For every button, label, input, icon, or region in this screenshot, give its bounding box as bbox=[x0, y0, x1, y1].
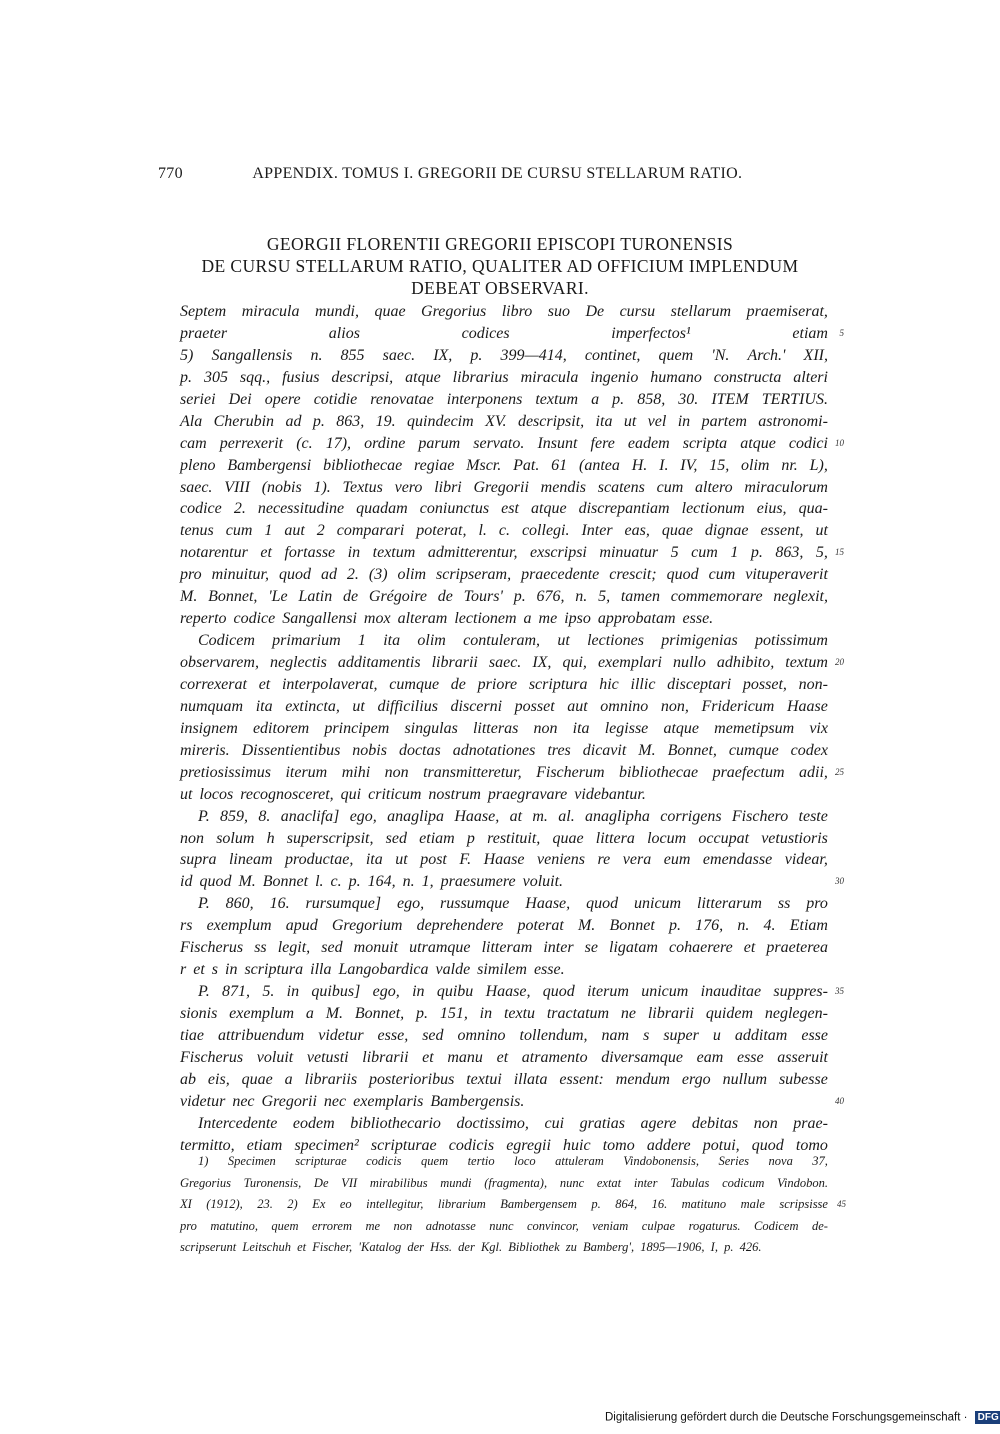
text-line-text: tenus cum 1 aut 2 comparari poterat, l. c. collegi. Inter eas, quae dignae essent, ut bbox=[180, 522, 828, 540]
line-number: 15 bbox=[835, 547, 844, 558]
text-line-text: pretiosissimus iterum mihi non transmitteretur, Fischerum bibliothecae praefectum adii, bbox=[180, 763, 828, 781]
footnote-line-text: XI (1912), 23. 2) Ex eo intellegitur, librarium Bambergensem p. 864, 16. matituno male scripsisse bbox=[180, 1197, 828, 1211]
text-line bbox=[180, 586, 828, 608]
text-line-text: supra lineam productae, ita ut post F. Haase veniens re vera eum emendasse videar, bbox=[180, 851, 828, 869]
footnote-line bbox=[180, 1151, 828, 1173]
line-number: 25 bbox=[835, 766, 844, 777]
text-line-text: observarem, neglectis additamentis librarii saec. IX, qui, exemplari nullo adhibito, textum bbox=[180, 654, 828, 671]
text-line bbox=[180, 915, 828, 937]
text-line bbox=[180, 652, 844, 674]
text-line bbox=[180, 608, 828, 630]
body-text bbox=[180, 301, 844, 1157]
text-line bbox=[180, 784, 828, 806]
text-line bbox=[180, 806, 828, 828]
text-line-text: Septem miracula mundi, quae Gregorius libro suo De cursu stellarum praemiserat, bbox=[180, 303, 828, 320]
text-line bbox=[180, 564, 828, 586]
text-line-text: P. 871, 5. in quibus] ego, in quibu Haase, quod iterum unicum inauditae suppres- bbox=[198, 983, 828, 1001]
footnote-line bbox=[180, 1216, 828, 1238]
running-title: APPENDIX. TOMUS I. GREGORII DE CURSU STELLARUM RATIO. bbox=[252, 165, 743, 182]
text-line-text: M. Bonnet, 'Le Latin de Grégoire de Tours' p. 676, n. 5, tamen commemorare neglexit, bbox=[180, 588, 828, 606]
text-line bbox=[180, 871, 844, 893]
dfg-logo: DFG bbox=[975, 1411, 1000, 1424]
text-line bbox=[180, 674, 828, 696]
text-line-text: praeter alios codices imperfectos¹ etiam bbox=[180, 324, 828, 342]
line-number: 20 bbox=[835, 657, 844, 667]
funding-credit-text: Digitalisierung gefördert durch die Deutsche Forschungsgemeinschaft · bbox=[605, 1411, 968, 1424]
text-line-text: tiae attribuendum videtur esse, sed omnino tollendum, nam s super u additam esse bbox=[180, 1026, 828, 1044]
text-line-text: notarentur et fortasse in textum admitterentur, exscripsi minuatur 5 cum 1 p. 863, 5, bbox=[180, 544, 828, 562]
text-line-text: insignem editorem principem singulas litteras non ita legisse atque memetipsum vix bbox=[180, 719, 828, 737]
text-line bbox=[180, 323, 844, 345]
running-header bbox=[158, 165, 742, 183]
line-number: 45 bbox=[837, 1199, 846, 1209]
page-number: 770 bbox=[158, 165, 183, 182]
text-line bbox=[180, 630, 828, 652]
text-line bbox=[180, 762, 844, 784]
text-line bbox=[180, 542, 844, 564]
text-line-text: reperto codice Sangallensi mox alteram lectionem a me ipso approbatam esse. bbox=[180, 610, 714, 628]
text-line bbox=[180, 849, 828, 871]
text-line-text: pro minuitur, quod ad 2. (3) olim scripseram, praecedente crescit; quod cum vituperaverit bbox=[180, 566, 828, 584]
text-line-text: ut locos recognosceret, qui criticum nostrum praegravare videbantur. bbox=[180, 785, 646, 803]
chapter-title bbox=[160, 233, 840, 299]
footnotes bbox=[180, 1151, 846, 1259]
text-line-text: Ala Cherubin ad p. 863, 19. quindecim XV. descripsit, ita ut vel in partem astronomi- bbox=[180, 412, 828, 430]
footnote-line-text: 1) Specimen scripturae codicis quem tertio loco attuleram Vindobonensis, Series nova 37, bbox=[198, 1154, 828, 1168]
text-line bbox=[180, 520, 828, 542]
text-line bbox=[180, 740, 828, 762]
text-line-text: Fischerus voluit vetusti librarii et manu et atramento diversamque eam esse asseruit bbox=[180, 1048, 828, 1066]
text-line-text: numquam ita extincta, ut difficilius discerni posset aut omnino non, Fridericum Haase bbox=[180, 697, 828, 715]
text-line-text: Intercedente eodem bibliothecario doctissimo, cui gratias agere debitas non prae- bbox=[198, 1114, 828, 1132]
text-line bbox=[180, 1047, 828, 1069]
text-line-text: non solum h superscripsit, sed etiam p restituit, quae littera locum occupat vetustioris bbox=[180, 829, 828, 847]
text-line bbox=[180, 828, 828, 850]
text-line bbox=[180, 455, 828, 477]
text-line bbox=[180, 367, 828, 389]
text-line bbox=[180, 389, 828, 411]
text-line bbox=[180, 301, 828, 323]
text-line bbox=[180, 433, 844, 455]
text-line bbox=[180, 1091, 844, 1113]
text-line-text: termitto, etiam specimen² scripturae codicis egregii huic tomo addere potui, quod tomo bbox=[180, 1136, 828, 1154]
line-number: 30 bbox=[835, 876, 844, 887]
text-line-text: pleno Bambergensi bibliothecae regiae Mscr. Pat. 61 (antea H. I. IV, 15, olim nr. L), bbox=[180, 456, 828, 474]
text-line-text: P. 860, 16. rursumque] ego, russumque Haase, quod unicum litterarum ss pro bbox=[198, 895, 828, 913]
text-line-text: ab eis, quae a librariis posterioribus textui illata essent: mendum ergo nullum subesse bbox=[180, 1070, 828, 1088]
text-line-text: p. 305 sqq., fusius descripsi, atque librarius miracula ingenio humano constructa alteri bbox=[180, 368, 828, 386]
title-line: GEORGII FLORENTII GREGORII EPISCOPI TURONENSIS bbox=[266, 234, 734, 254]
text-line-text: 5) Sangallensis n. 855 saec. IX, p. 399—414, continet, quem 'N. Arch.' XII, bbox=[180, 346, 828, 364]
line-number: 35 bbox=[835, 986, 844, 997]
line-number: 5 bbox=[839, 327, 844, 338]
text-line-text: Fischerus ss legit, sed monuit utramque litteram inter se ligatam cohaerere et praeterea bbox=[180, 939, 828, 957]
footnote-line-text: Gregorius Turonensis, De VII mirabilibus mundi (fragmenta), nunc extat inter Tabulas codicum Vindobon. bbox=[180, 1175, 828, 1190]
text-line bbox=[180, 959, 828, 981]
text-line bbox=[180, 937, 828, 959]
text-line-text: cam perrexerit (c. 17), ordine parum servato. Insunt fere eadem scripta atque codici bbox=[180, 434, 828, 452]
text-line-text: id quod M. Bonnet l. c. p. 164, n. 1, praesumere voluit. bbox=[180, 873, 564, 891]
text-line-text: videtur nec Gregorii nec exemplaris Bambergensis. bbox=[180, 1092, 525, 1110]
text-line-text: correxerat et interpolaverat, cumque de priore scriptura hic illic disceptari posset, non- bbox=[180, 675, 828, 693]
text-line-text: codice 2. necessitudine quadam coniunctus est atque discrepantiam lectionum eius, qua- bbox=[180, 500, 828, 518]
text-line bbox=[180, 1025, 828, 1047]
footnote-line-text: pro matutino, quem errorem me non adnotasse nunc convincor, veniam culpae rogaturus. Codicem de- bbox=[180, 1218, 828, 1233]
line-number: 40 bbox=[835, 1095, 844, 1106]
text-line bbox=[180, 718, 828, 740]
footnote-line bbox=[180, 1194, 846, 1216]
text-line-text: mireris. Dissentientibus nobis doctas adnotationes tres dicavit M. Bonnet, cumque codex bbox=[180, 741, 828, 759]
text-line bbox=[180, 477, 828, 499]
text-line bbox=[180, 1069, 828, 1091]
title-line: DEBEAT OBSERVARI. bbox=[411, 278, 589, 298]
footnote-line bbox=[180, 1237, 828, 1259]
text-line bbox=[180, 696, 828, 718]
text-line bbox=[180, 498, 828, 520]
text-line-text: rs exemplum apud Gregorium deprehendere poterat M. Bonnet p. 176, n. 4. Etiam bbox=[180, 917, 828, 935]
text-line bbox=[180, 1113, 828, 1135]
text-line bbox=[180, 411, 828, 433]
text-line bbox=[180, 893, 828, 915]
funding-credit bbox=[605, 1411, 1000, 1424]
footnote-line-text: scripserunt Leitschuh et Fischer, 'Katalog der Hss. der Kgl. Bibliothek zu Bamberg', 1895—1906, I, p. 426. bbox=[180, 1240, 762, 1254]
title-line: DE CURSU STELLARUM RATIO, QUALITER AD OFFICIUM IMPLENDUM bbox=[201, 256, 799, 276]
text-line-text: sionis exemplum a M. Bonnet, p. 151, in textu tractatum ne librarii quidem neglegen- bbox=[180, 1005, 828, 1022]
text-line-text: r et s in scriptura illa Langobardica valde similem esse. bbox=[180, 961, 565, 979]
text-line-text: seriei Dei opere cotidie renovatae interponens textum a p. 858, 30. ITEM TERTIUS. bbox=[180, 390, 828, 408]
footnote-line bbox=[180, 1173, 828, 1195]
text-line-text: saec. VIII (nobis 1). Textus vero libri Gregorii mendis scatens cum altero miraculorum bbox=[180, 478, 828, 496]
text-line bbox=[180, 1003, 828, 1025]
text-line-text: P. 859, 8. anaclifa] ego, anaglipa Haase, at m. al. anaglipha corrigens Fischero teste bbox=[198, 807, 828, 825]
text-line bbox=[180, 345, 828, 367]
line-number: 10 bbox=[835, 437, 844, 448]
text-line-text: Codicem primarium 1 ita olim contuleram, ut lectiones primigenias potissimum bbox=[198, 632, 828, 650]
text-line bbox=[180, 981, 844, 1003]
